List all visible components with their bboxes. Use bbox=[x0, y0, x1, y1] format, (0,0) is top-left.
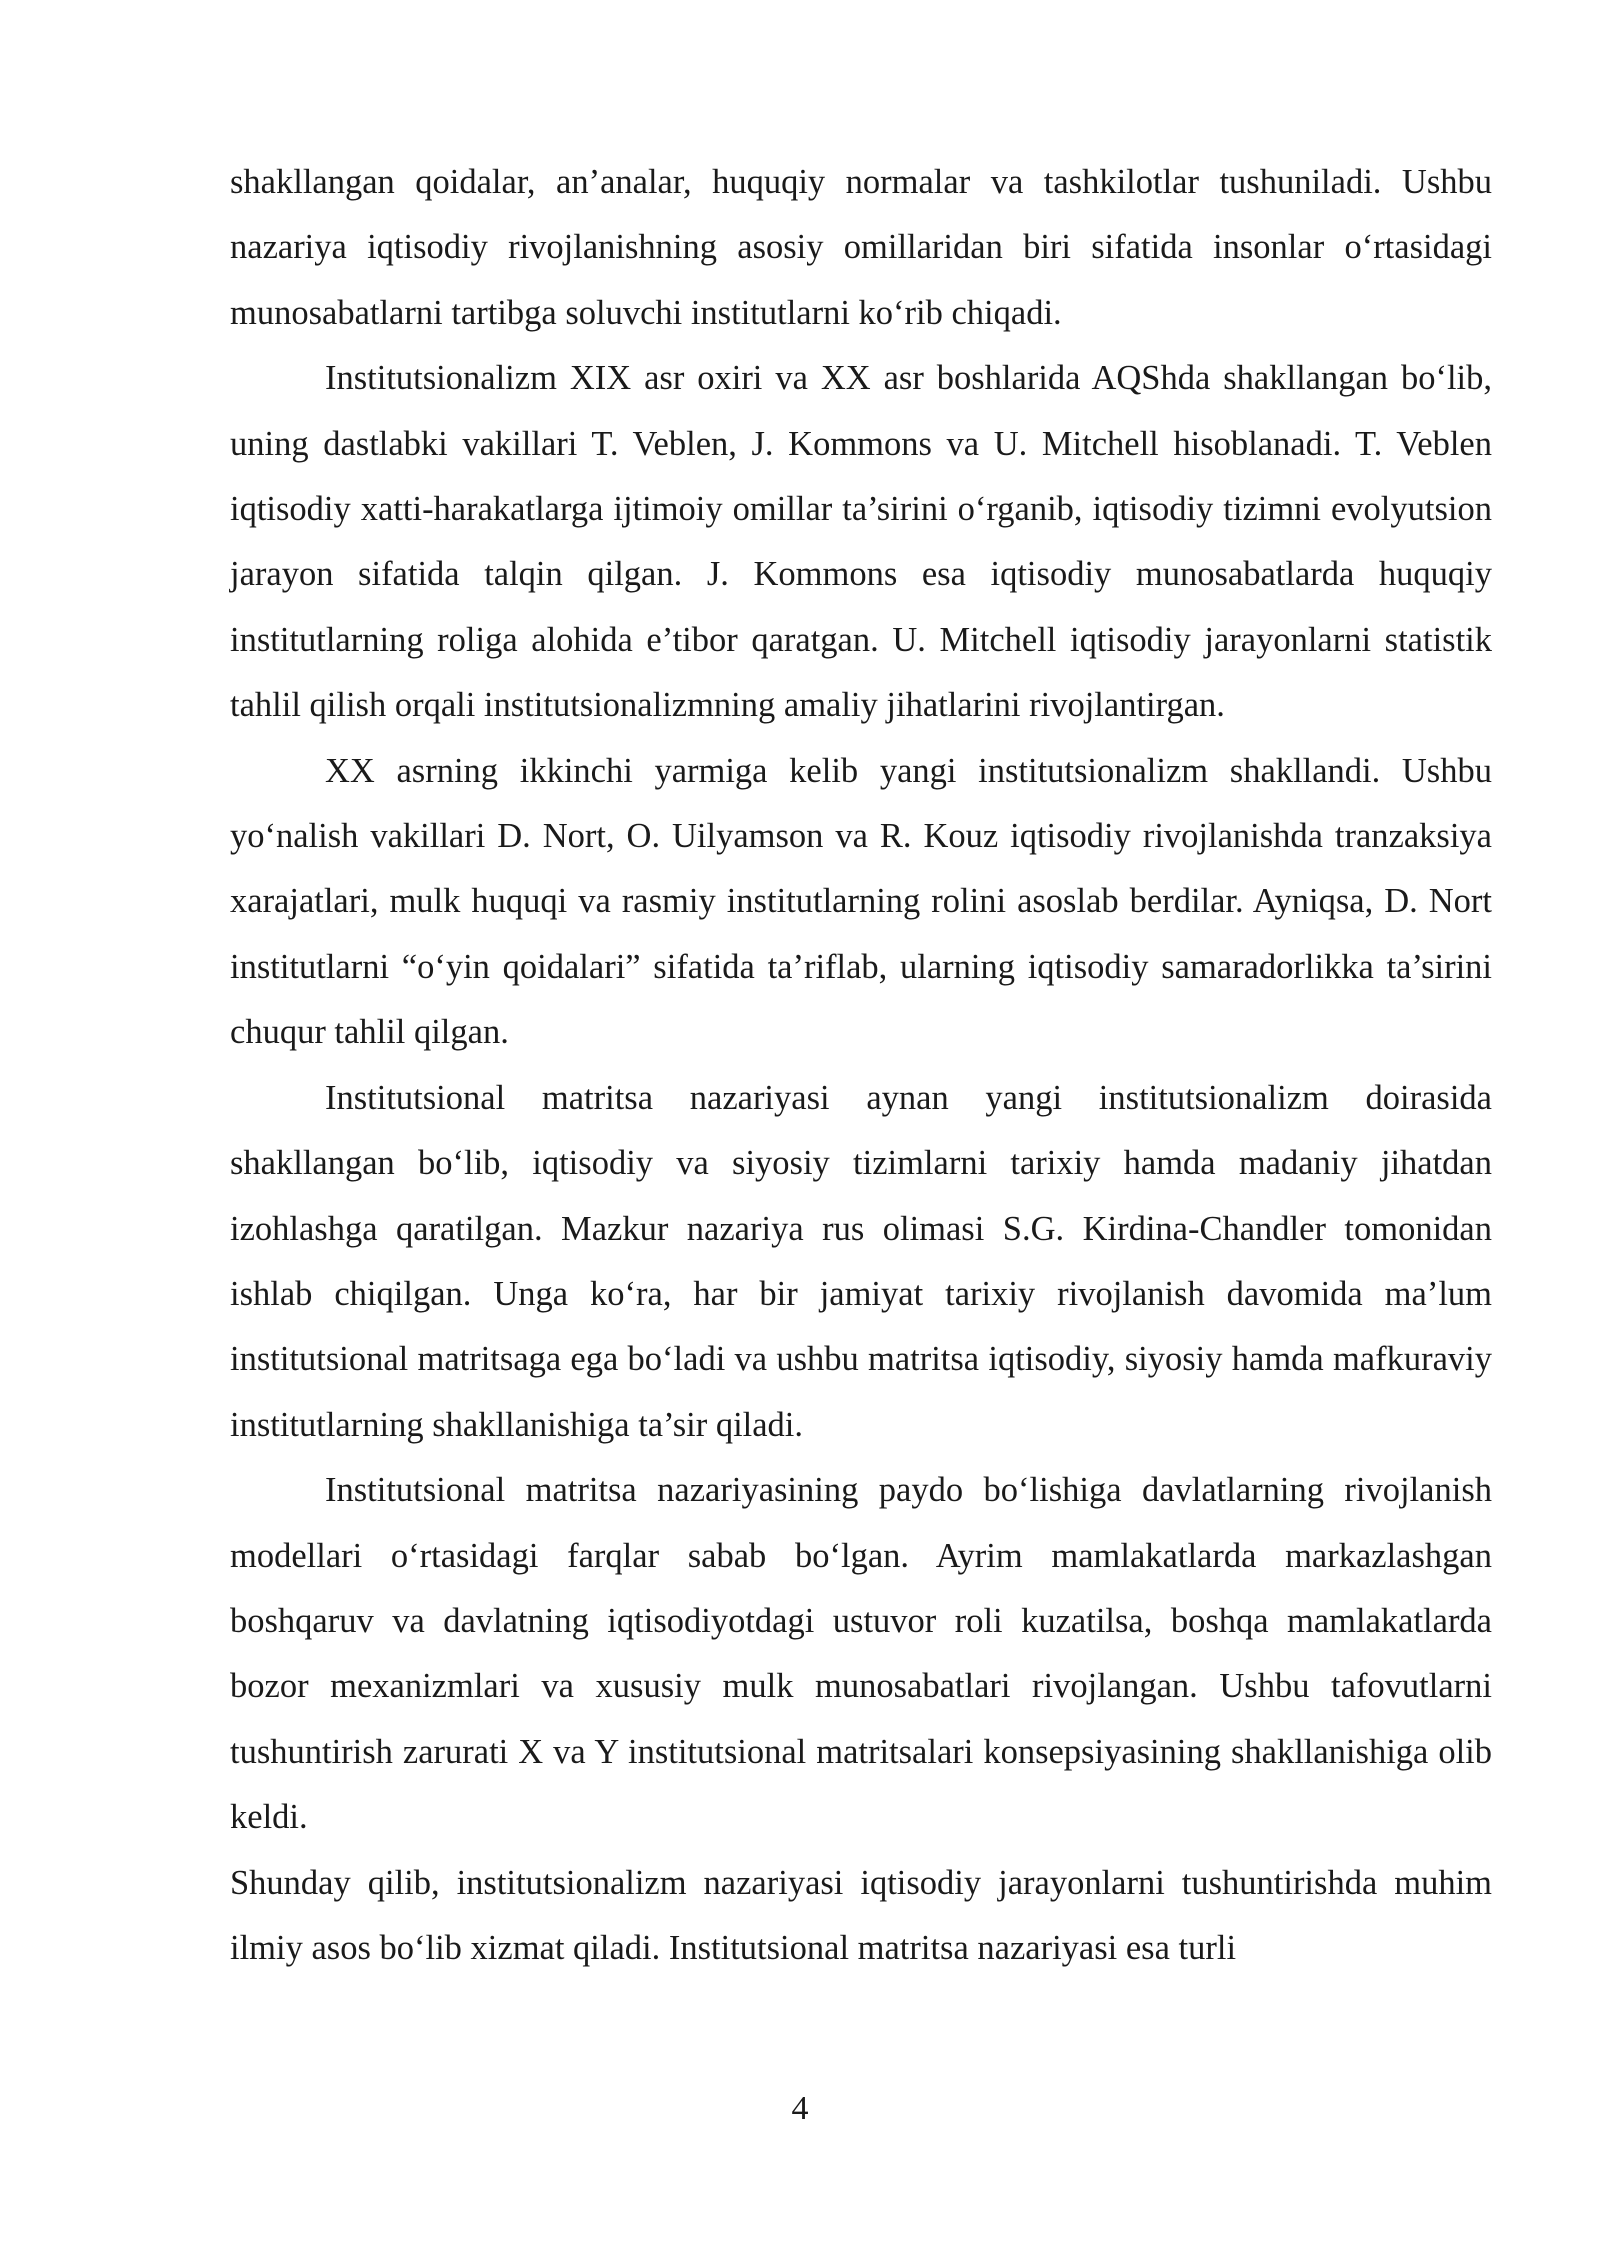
page-number: 4 bbox=[791, 2090, 809, 2127]
paragraph-continuation: shakllangan qoidalar, an’analar, huquqiy normalar va tashkilotlar tushuniladi. Ushbu nazariya iqtisodiy rivojlanishning asosiy omillaridan biri sifatida insonlar o‘rtasidagi munosabatlarni tartibga soluvchi institutlarni ko‘rib chiqadi. bbox=[230, 163, 1492, 332]
paragraph-institutional-matrix-theory: Institutsional matritsa nazariyasi aynan yangi institutsionalizm doirasida shakllangan bo‘lib, iqtisodiy va siyosiy tizimlarni tarixiy hamda madaniy jihatdan izohlashga qaratilgan. Mazkur nazariya rus olimasi S.G. Kirdina-Chandler tomonidan ishlab chiqilgan. Unga ko‘ra, har bir jamiyat tarixiy rivojlanish davomida ma’lum institutsional matritsaga ega bo‘ladi va ushbu matritsa iqtisodiy, siyosiy hamda mafkuraviy institutlarning shakllanishiga ta’sir qiladi. bbox=[230, 1078, 1492, 1444]
document-body bbox=[230, 150, 1492, 1981]
paragraph-institutionalism-origins: Institutsionalizm XIX asr oxiri va XX asr boshlarida AQShda shakllangan bo‘lib, uning dastlabki vakillari T. Veblen, J. Kommons va U. Mitchell hisoblanadi. T. Veblen iqtisodiy xatti-harakatlarga ijtimoiy omillar ta’sirini o‘rganib, iqtisodiy tizimni evolyutsion jarayon sifatida talqin qilgan. J. Kommons esa iqtisodiy munosabatlarda huquqiy institutlarning roliga alohida e’tibor qaratgan. U. Mitchell iqtisodiy jarayonlarni statistik tahlil qilish orqali institutsionalizmning amaliy jihatlarini rivojlantirgan. bbox=[230, 359, 1492, 725]
paragraph-new-institutionalism: XX asrning ikkinchi yarmiga kelib yangi institutsionalizm shakllandi. Ushbu yo‘nalish vakillari D. Nort, O. Uilyamson va R. Kouz iqtisodiy rivojlanishda tranzaksiya xarajatlari, mulk huquqi va rasmiy institutlarning rolini asoslab berdilar. Ayniqsa, D. Nort institutlarni “o‘yin qoidalari” sifatida ta’riflab, ularning iqtisodiy samaradorlikka ta’sirini chuqur tahlil qilgan. bbox=[230, 751, 1492, 1052]
paragraph-matrix-emergence: Institutsional matritsa nazariyasining paydo bo‘lishiga davlatlarning rivojlanish modellari o‘rtasidagi farqlar sabab bo‘lgan. Ayrim mamlakatlarda markazlashgan boshqaruv va davlatning iqtisodiyotdagi ustuvor roli kuzatilsa, boshqa mamlakatlarda bozor mexanizmlari va xususiy mulk munosabatlari rivojlangan. Ushbu tafovutlarni tushuntirish zarurati X va Y institutsional matritsalari konsepsiyasining shakllanishiga olib keldi. bbox=[230, 1471, 1492, 1837]
paragraph-conclusion: Shunday qilib, institutsionalizm nazariyasi iqtisodiy jarayonlarni tushuntirishda muhim ilmiy asos bo‘lib xizmat qiladi. Institutsional matritsa nazariyasi esa turli bbox=[230, 1863, 1492, 1967]
